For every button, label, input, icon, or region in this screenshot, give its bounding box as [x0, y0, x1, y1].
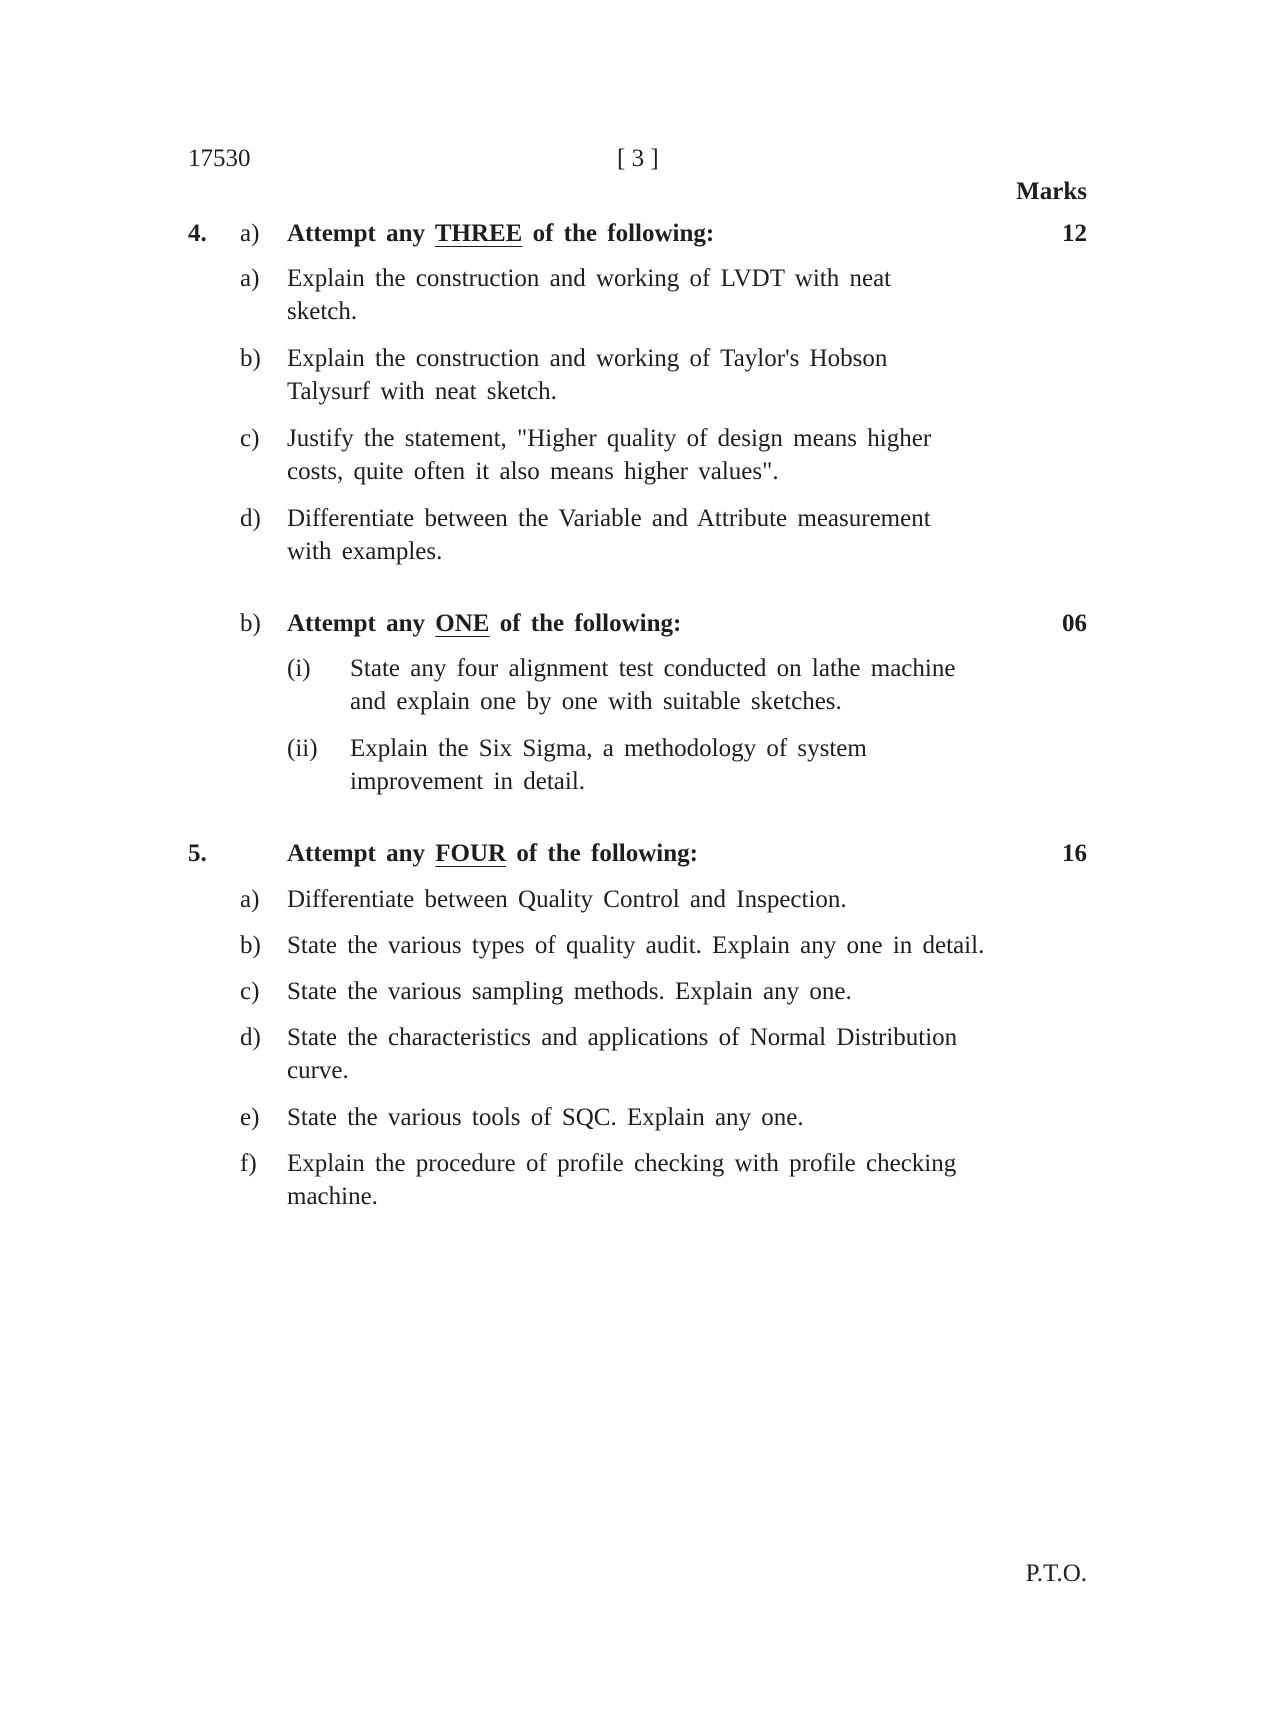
q5-item-text: Explain the procedure of profile checking with profile checking [287, 1150, 957, 1177]
q5-item-text: Differentiate between Quality Control and Inspection. [287, 886, 847, 913]
q4b-item-text: Explain the Six Sigma, a methodology of system [350, 735, 867, 762]
please-turn-over: P.T.O. [1025, 1560, 1087, 1587]
q4b-item-text: State any four alignment test conducted on lathe machine [350, 655, 956, 682]
q4a-item-text: Explain the construction and working of LVDT with neat [287, 265, 892, 292]
instruction-pre: Attempt any [287, 610, 426, 637]
q4a-item-label: d) [240, 505, 261, 532]
instruction-key: FOUR [435, 840, 507, 867]
instruction-key: THREE [434, 220, 523, 247]
paper-code: 17530 [188, 145, 251, 172]
q5-item-label: d) [240, 1024, 261, 1051]
q5-item-text: State the various tools of SQC. Explain any one. [287, 1104, 804, 1131]
q5-item-label: a) [240, 886, 260, 913]
q4a-item-text: Differentiate between the Variable and Attribute measurement [287, 505, 931, 532]
q4a-item-text: Justify the statement, "Higher quality of design means higher [287, 425, 932, 452]
q4a-item-text: Explain the construction and working of Taylor's Hobson [287, 345, 888, 372]
q4b-item-text-cont: improvement in detail. [350, 768, 586, 795]
instruction-pre: Attempt any [287, 840, 426, 867]
marks-heading: Marks [1016, 178, 1087, 205]
q4a-item-label: b) [240, 345, 261, 372]
instruction-post: of the following: [499, 610, 682, 637]
q4-part-a-instruction [287, 220, 714, 248]
q4a-item-text-cont: Talysurf with neat sketch. [287, 378, 557, 405]
q5-instruction [287, 840, 698, 868]
q4-part-b-marks: 06 [1062, 610, 1087, 637]
q5-item-text: State the characteristics and applications of Normal Distribution [287, 1024, 958, 1051]
q5-item-text: State the various types of quality audit. Explain any one in detail. [287, 932, 985, 959]
q5-marks: 16 [1062, 840, 1087, 867]
q5-item-label: f) [240, 1150, 257, 1177]
q5-item-text-cont: curve. [287, 1057, 349, 1084]
instruction-pre: Attempt any [287, 220, 426, 247]
q5-item-label: e) [240, 1104, 260, 1131]
q4a-item-text-cont: sketch. [287, 298, 358, 325]
question-4-number: 4. [188, 220, 207, 247]
q5-item-label: b) [240, 932, 261, 959]
page-number: [ 3 ] [617, 145, 659, 172]
q5-item-text-cont: machine. [287, 1183, 378, 1210]
q5-item-text: State the various sampling methods. Explain any one. [287, 978, 852, 1005]
q4b-item-text-cont: and explain one by one with suitable sketches. [350, 688, 842, 715]
q4-part-a-label: a) [240, 220, 260, 247]
q4b-item-label: (i) [287, 655, 311, 682]
q4-part-b-instruction [287, 610, 681, 638]
q4a-item-label: a) [240, 265, 260, 292]
q5-item-label: c) [240, 978, 260, 1005]
instruction-key: ONE [435, 610, 490, 637]
q4b-item-label: (ii) [287, 735, 318, 762]
q4a-item-text-cont: costs, quite often it also means higher values". [287, 458, 779, 485]
q4-part-a-marks: 12 [1062, 220, 1087, 247]
instruction-post: of the following: [532, 220, 715, 247]
q4a-item-label: c) [240, 425, 260, 452]
q4a-item-text-cont: with examples. [287, 538, 443, 565]
q4-part-b-label: b) [240, 610, 261, 637]
instruction-post: of the following: [516, 840, 698, 867]
question-5-number: 5. [188, 840, 207, 867]
